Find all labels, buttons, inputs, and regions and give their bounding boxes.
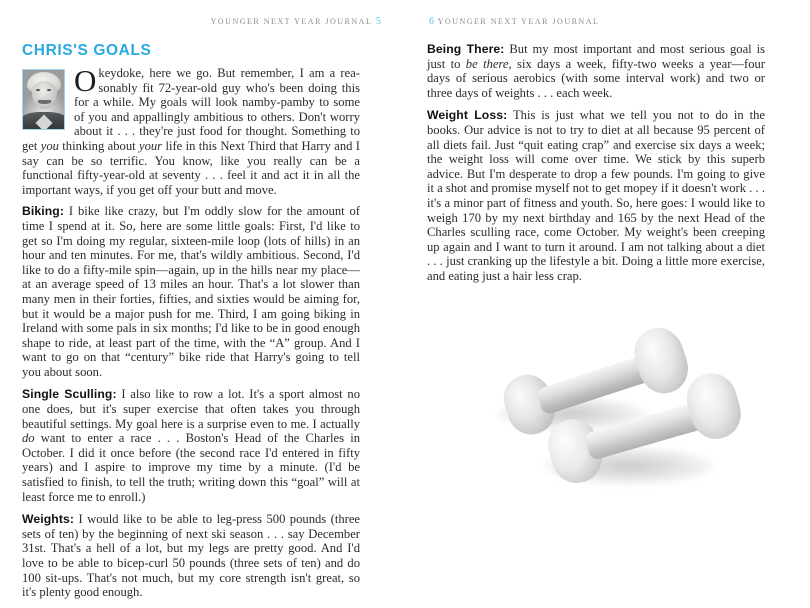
opening-line-1: keydoke, here we go. But remember, I am a rea-	[98, 66, 360, 80]
paragraph-being-there	[427, 42, 765, 100]
running-head-right	[427, 14, 788, 28]
avatar	[22, 69, 65, 130]
paragraph-body-being-there-a: But my most important and most serious goal is just to	[427, 42, 765, 71]
paragraph-body-weights: I would like to be able to leg-press 500 pounds (three sets of ten) by the beginning of next ski season . . . say December 31st. That's a hell of a lot, but my legs are pretty good. And I'd love to be able to bicep-curl 50 pounds (three sets of ten) and do 100 sit-ups. That's not much, but my core strength isn't great, so it's plenty good enough.	[22, 512, 360, 600]
paragraph-body-sculling-a: I also like to row a lot. It's a sport almost no one does, but it's super exercise that often takes you through beautiful settings. My goal here is a surprise even to me. I actually	[22, 387, 360, 431]
paragraph-lead-sculling: Single Sculling:	[22, 387, 117, 402]
running-head-title: YOUNGER NEXT YEAR JOURNAL	[210, 17, 373, 26]
paragraph-body-weight-loss: This is just what we tell you not to do in the books. Our advice is not to try to diet at all because 95 percent of all diets fail. Just “quit eating crap” and exercise six days a week; the weight loss will come over time. We stick by this superb advice. But I'm desperate to drop a few pounds. I'm going to give it a shot and promise myself not to get mopey if it doesn't work . . . it's a minor part of fitness and youth. So, here goes: I would like to weigh 170 by my next birthday and 165 by the next Head of the Charles sculling race, come October. My weight's been creeping up again and I want to turn it around. I am not talking about a diet . . . just cranking up the lifestyle a bit. Doing a little more exercise, and eating just a hair less crap.	[427, 108, 765, 283]
right-column	[427, 42, 765, 284]
running-head-left	[22, 14, 383, 28]
page-number-right: 6	[429, 16, 434, 27]
paragraph-single-sculling	[22, 387, 360, 504]
paragraph-biking	[22, 204, 360, 379]
drop-cap: O	[74, 63, 97, 98]
paragraph-weights	[22, 512, 360, 600]
opening-line-2: sonably fit 72-year-old guy who's been doing this	[98, 80, 360, 95]
paragraph-lead-biking: Biking:	[22, 204, 64, 219]
portrait-eye-right	[47, 89, 51, 91]
opening-body-3: life in this Next Third that Harry and I say can be so terrific. You know, like you really can be a functional fifty-year-old at seventy . . . feel it and act it in all the important ways, if you get off your butt and move.	[22, 138, 360, 197]
page-title: CHRIS'S GOALS	[22, 42, 152, 59]
paragraph-lead-being-there: Being There:	[427, 42, 505, 56]
dumbbell-front-cap-right	[681, 367, 747, 444]
right-page	[405, 0, 810, 608]
portrait-eye-left	[36, 89, 40, 91]
opening-body-1: for a while. My goals will look namby-pamby to some of you and appallingly ambitious to others. Don't worry about it . . . they're just food for thought. Something to get	[22, 95, 360, 153]
emphasis-do: do	[22, 431, 35, 446]
emphasis-you: you	[40, 138, 59, 153]
opening-body-2: thinking about	[58, 138, 139, 153]
paragraph-lead-weights: Weights:	[22, 512, 75, 527]
paragraph-body-biking: I bike like crazy, but I'm oddly slow for the amount of time I spend at it. So, here are some little goals: First, I'd like to get so I'm doing my regular, sixteen-mile loop (lots of hills) in an hour and ten minutes. For me, that's wildly ambitious. Second, I'd like to do a fifty-mile spin—again, up in the hills near my place—at an average speed of 13 miles an hour. That's a lot slower than many men in their forties, fifties, and sixties would be aiming for, but it would be a major push for me. Third, I am going biking in Ireland with some pals in six months; I'd like to be in good enough shape to ride, at least part of the time, with the “A” group. And I want to go on that “century” bike ride that Harry's going to tell you about soon.	[22, 204, 360, 379]
paragraph-opening	[22, 63, 360, 197]
dumbbells-photo	[495, 335, 725, 500]
left-column	[22, 63, 360, 600]
paragraph-body-sculling-b: want to enter a race . . . Boston's Head of the Charles in October. I did it once before (the second race I'd entered in fifty years) and I aspire to improve my time by a minute. (I'd be satisfied to finish, to tell the truth; writing down this “goal” will at least force me to enroll.)	[22, 431, 360, 504]
running-head-title-right: YOUNGER NEXT YEAR JOURNAL	[437, 17, 600, 26]
emphasis-be-there: be there,	[465, 56, 512, 71]
portrait-mouth	[38, 100, 51, 104]
page-number-left: 5	[376, 16, 381, 27]
paragraph-lead-weight-loss: Weight Loss:	[427, 108, 508, 123]
emphasis-your: your	[139, 138, 163, 153]
paragraph-body-being-there-b: six days a week, fifty-two weeks a year—four days of serious aerobics (with some interval work) and two or three days of weights . . . each week.	[427, 56, 765, 100]
paragraph-weight-loss	[427, 108, 765, 283]
